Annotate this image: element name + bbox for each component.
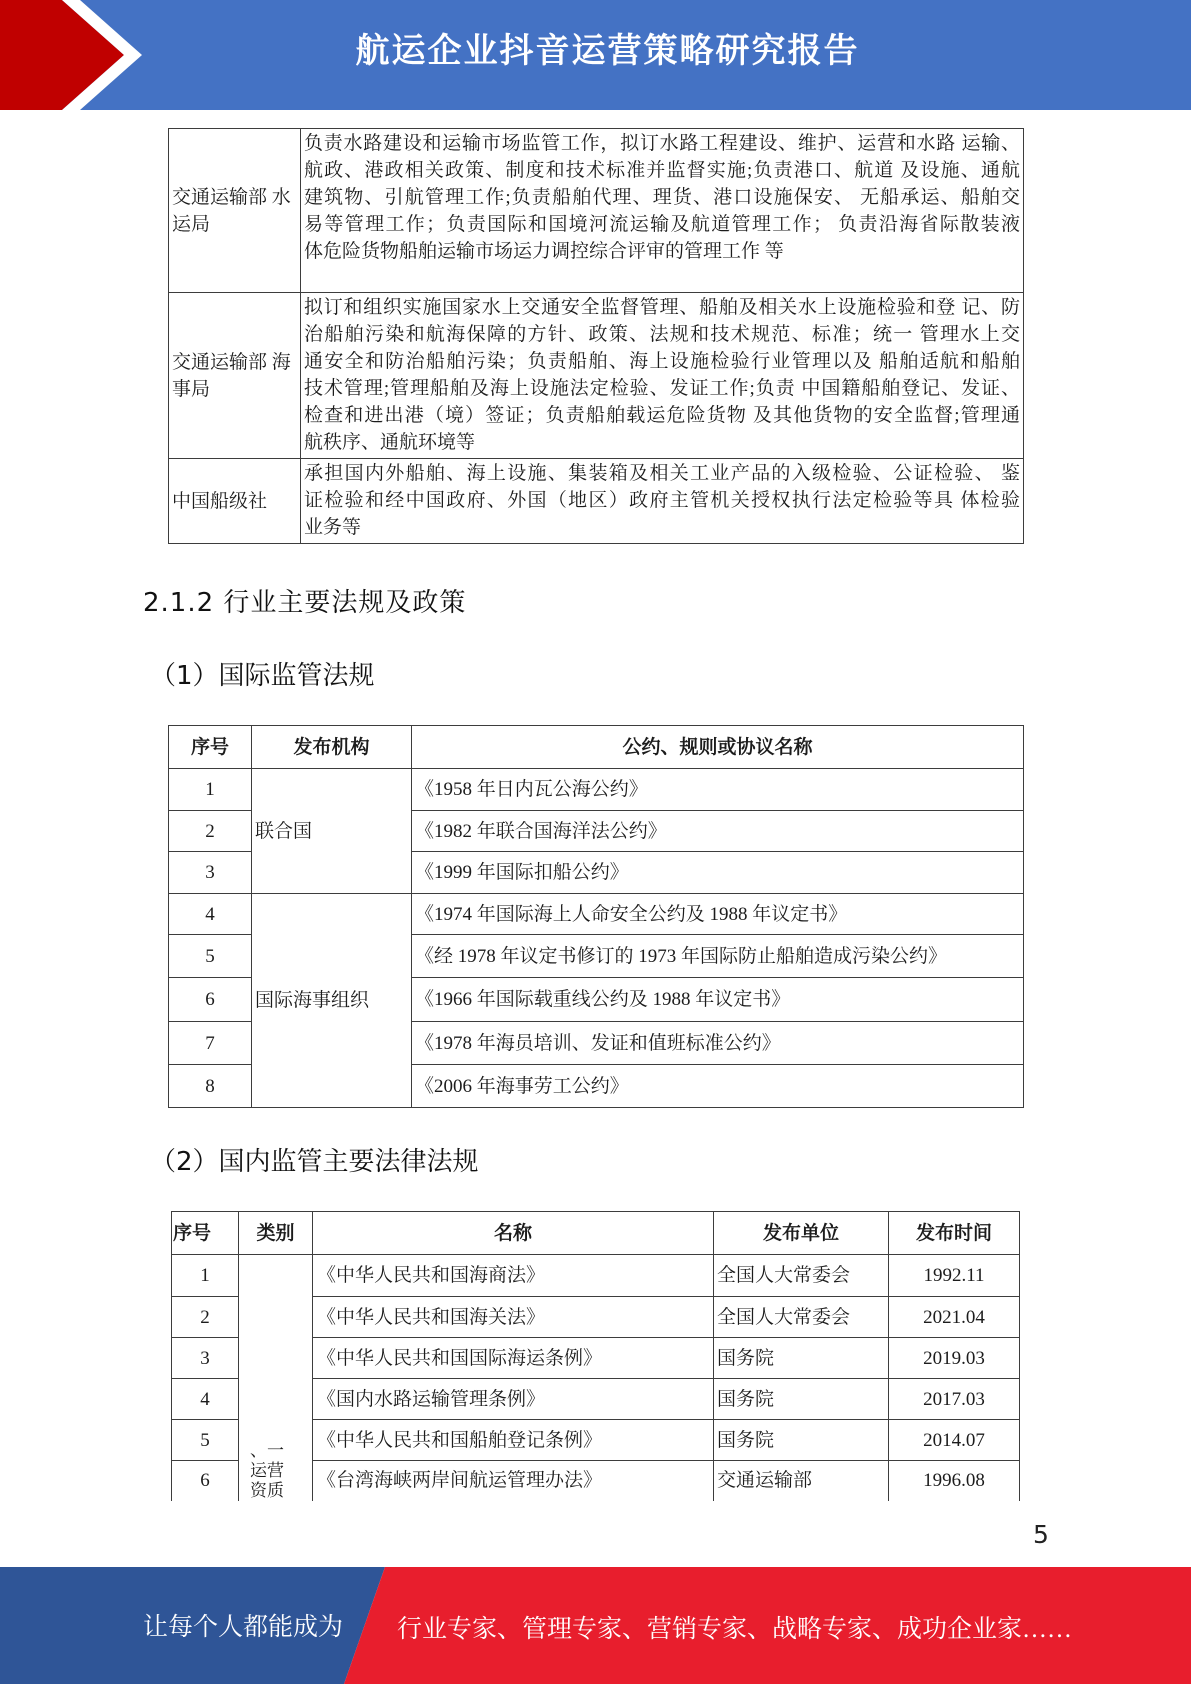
issuing-agency: 联合国: [252, 769, 412, 894]
duties-line: 承担国内外船舶、海上设施、集装箱及相关工业产品的入级检验、公证检验、 鉴: [304, 463, 1020, 484]
row-number: 1: [169, 769, 252, 811]
regulation-issuer: 全国人大常委会: [714, 1255, 889, 1297]
row-number: 4: [169, 894, 252, 935]
column-header-date: 发布时间: [889, 1212, 1020, 1255]
regulation-name: 《中华人民共和国海关法》: [313, 1297, 714, 1338]
duties-line: 航政、港政相关政策、制度和技术标准并监督实施;负责港口、航道 及设施、通航: [304, 160, 1020, 181]
page-number: 5: [1033, 1520, 1049, 1549]
regulator-name: 交通运输部 海事局: [169, 293, 301, 459]
convention-title: 《1974 年国际海上人命安全公约及 1988 年议定书》: [412, 894, 1024, 935]
duties-line: 体危险货物船舶运输市场运力调控综合评审的管理工作 等: [304, 241, 784, 262]
table-row: [169, 769, 1024, 811]
report-title: 航运企业抖音运营策略研究报告: [355, 31, 860, 71]
regulation-date: 2021.04: [889, 1297, 1020, 1338]
row-number: 2: [169, 811, 252, 852]
convention-title: 《2006 年海事劳工公约》: [412, 1065, 1024, 1108]
section-heading: 2.1.2 行业主要法规及政策: [143, 588, 467, 618]
row-number: 3: [172, 1338, 239, 1379]
regulation-date: 2019.03: [889, 1338, 1020, 1379]
row-number: 6: [169, 978, 252, 1022]
duties-line: 治船舶污染和航海保障的方针、政策、法规和技术规范、标准；统一 管理水上交: [304, 324, 1020, 345]
footer-tagline: 行业专家、管理专家、营销专家、战略专家、成功企业家……: [397, 1616, 1073, 1643]
column-header-no: 序号: [172, 1212, 239, 1255]
row-number: 1: [172, 1255, 239, 1297]
column-header-name: 名称: [313, 1212, 714, 1255]
row-number: 4: [172, 1379, 239, 1420]
regulator-duties: [301, 293, 1024, 459]
issuing-agency: 国际海事组织: [252, 894, 412, 1108]
header-banner: [0, 0, 1191, 110]
column-header-issuer: 发布单位: [714, 1212, 889, 1255]
regulation-date: 1996.08: [889, 1461, 1020, 1501]
duties-line: 通安全和防治船舶污染；负责船舶、海上设施检验行业管理以及 船舶适航和船舶: [304, 351, 1020, 372]
column-header-agency: 发布机构: [252, 726, 412, 769]
regulation-issuer: 国务院: [714, 1338, 889, 1379]
duties-line: 检查和进出港（境）签证；负责船舶载运危险货物 及其他货物的安全监督;管理通: [304, 405, 1020, 426]
regulator-duties: [301, 459, 1024, 544]
regulation-issuer: 全国人大常委会: [714, 1297, 889, 1338]
regulation-date: 1992.11: [889, 1255, 1020, 1297]
duties-line: 易等管理工作；负责国际和国境河流运输及航道管理工作； 负责沿海省际散装液: [304, 214, 1020, 235]
regulator-duties-table: [168, 128, 1024, 544]
duties-line: 建筑物、引航管理工作;负责船舶代理、理货、港口设施保安、 无船承运、船舶交: [304, 187, 1020, 208]
table-row: [169, 129, 1024, 293]
table-row: [169, 459, 1024, 544]
column-header-no: 序号: [169, 726, 252, 769]
regulation-issuer: 国务院: [714, 1379, 889, 1420]
duties-line: 拟订和组织实施国家水上交通安全监督管理、船舶及相关水上设施检验和登 记、防: [304, 297, 1020, 318]
duties-line: 业务等: [304, 517, 362, 538]
regulation-date: 2014.07: [889, 1420, 1020, 1461]
regulation-name: 《中华人民共和国国际海运条例》: [313, 1338, 714, 1379]
intl-regulations-table: [168, 725, 1024, 1108]
convention-title: 《1966 年国际载重线公约及 1988 年议定书》: [412, 978, 1024, 1022]
row-number: 7: [169, 1022, 252, 1065]
category-label: 、一运营资质: [250, 1440, 284, 1500]
row-number: 3: [169, 852, 252, 894]
row-number: 8: [169, 1065, 252, 1108]
footer-lead-text: 让每个人都能成为: [143, 1614, 344, 1641]
regulation-date: 2017.03: [889, 1379, 1020, 1420]
regulation-name: 《台湾海峡两岸间航运管理办法》: [313, 1461, 714, 1501]
row-number: 5: [172, 1420, 239, 1461]
table-row: [169, 293, 1024, 459]
regulator-duties: [301, 129, 1024, 293]
table-header-row: [172, 1212, 1020, 1255]
convention-title: 《经 1978 年议定书修订的 1973 年国际防止船舶造成污染公约》: [412, 935, 1024, 978]
domestic-regulations-table: [171, 1211, 1020, 1501]
column-header-title: 公约、规则或协议名称: [412, 726, 1024, 769]
row-number: 2: [172, 1297, 239, 1338]
regulation-name: 《国内水路运输管理条例》: [313, 1379, 714, 1420]
duties-line: 航秩序、通航环境等: [304, 432, 476, 453]
convention-title: 《1999 年国际扣船公约》: [412, 852, 1024, 894]
table-header-row: [169, 726, 1024, 769]
convention-title: 《1982 年联合国海洋法公约》: [412, 811, 1024, 852]
regulator-name: 交通运输部 水运局: [169, 129, 301, 293]
footer-banner: [0, 1567, 1191, 1684]
regulation-name: 《中华人民共和国船舶登记条例》: [313, 1420, 714, 1461]
row-number: 5: [169, 935, 252, 978]
table-row: [169, 894, 1024, 935]
regulation-issuer: 交通运输部: [714, 1461, 889, 1501]
regulator-name: 中国船级社: [169, 459, 301, 544]
convention-title: 《1978 年海员培训、发证和值班标准公约》: [412, 1022, 1024, 1065]
regulation-issuer: 国务院: [714, 1420, 889, 1461]
duties-line: 负责水路建设和运输市场监管工作，拟订水路工程建设、维护、运营和水路 运输、: [304, 133, 1020, 154]
regulation-name: 《中华人民共和国海商法》: [313, 1255, 714, 1297]
convention-title: 《1958 年日内瓦公海公约》: [412, 769, 1024, 811]
domestic-regulations-heading: （2）国内监管主要法律法规: [150, 1147, 479, 1177]
intl-regulations-heading: （1）国际监管法规: [150, 661, 375, 691]
column-header-category: 类别: [239, 1212, 313, 1255]
duties-line: 技术管理;管理船舶及海上设施法定检验、发证工作;负责 中国籍船舶登记、发证、: [304, 378, 1020, 399]
duties-line: 证检验和经中国政府、外国（地区）政府主管机关授权执行法定检验等具 体检验: [304, 490, 1020, 511]
row-number: 6: [172, 1461, 239, 1501]
category-cell: [239, 1255, 313, 1501]
table-row: [172, 1255, 1020, 1297]
